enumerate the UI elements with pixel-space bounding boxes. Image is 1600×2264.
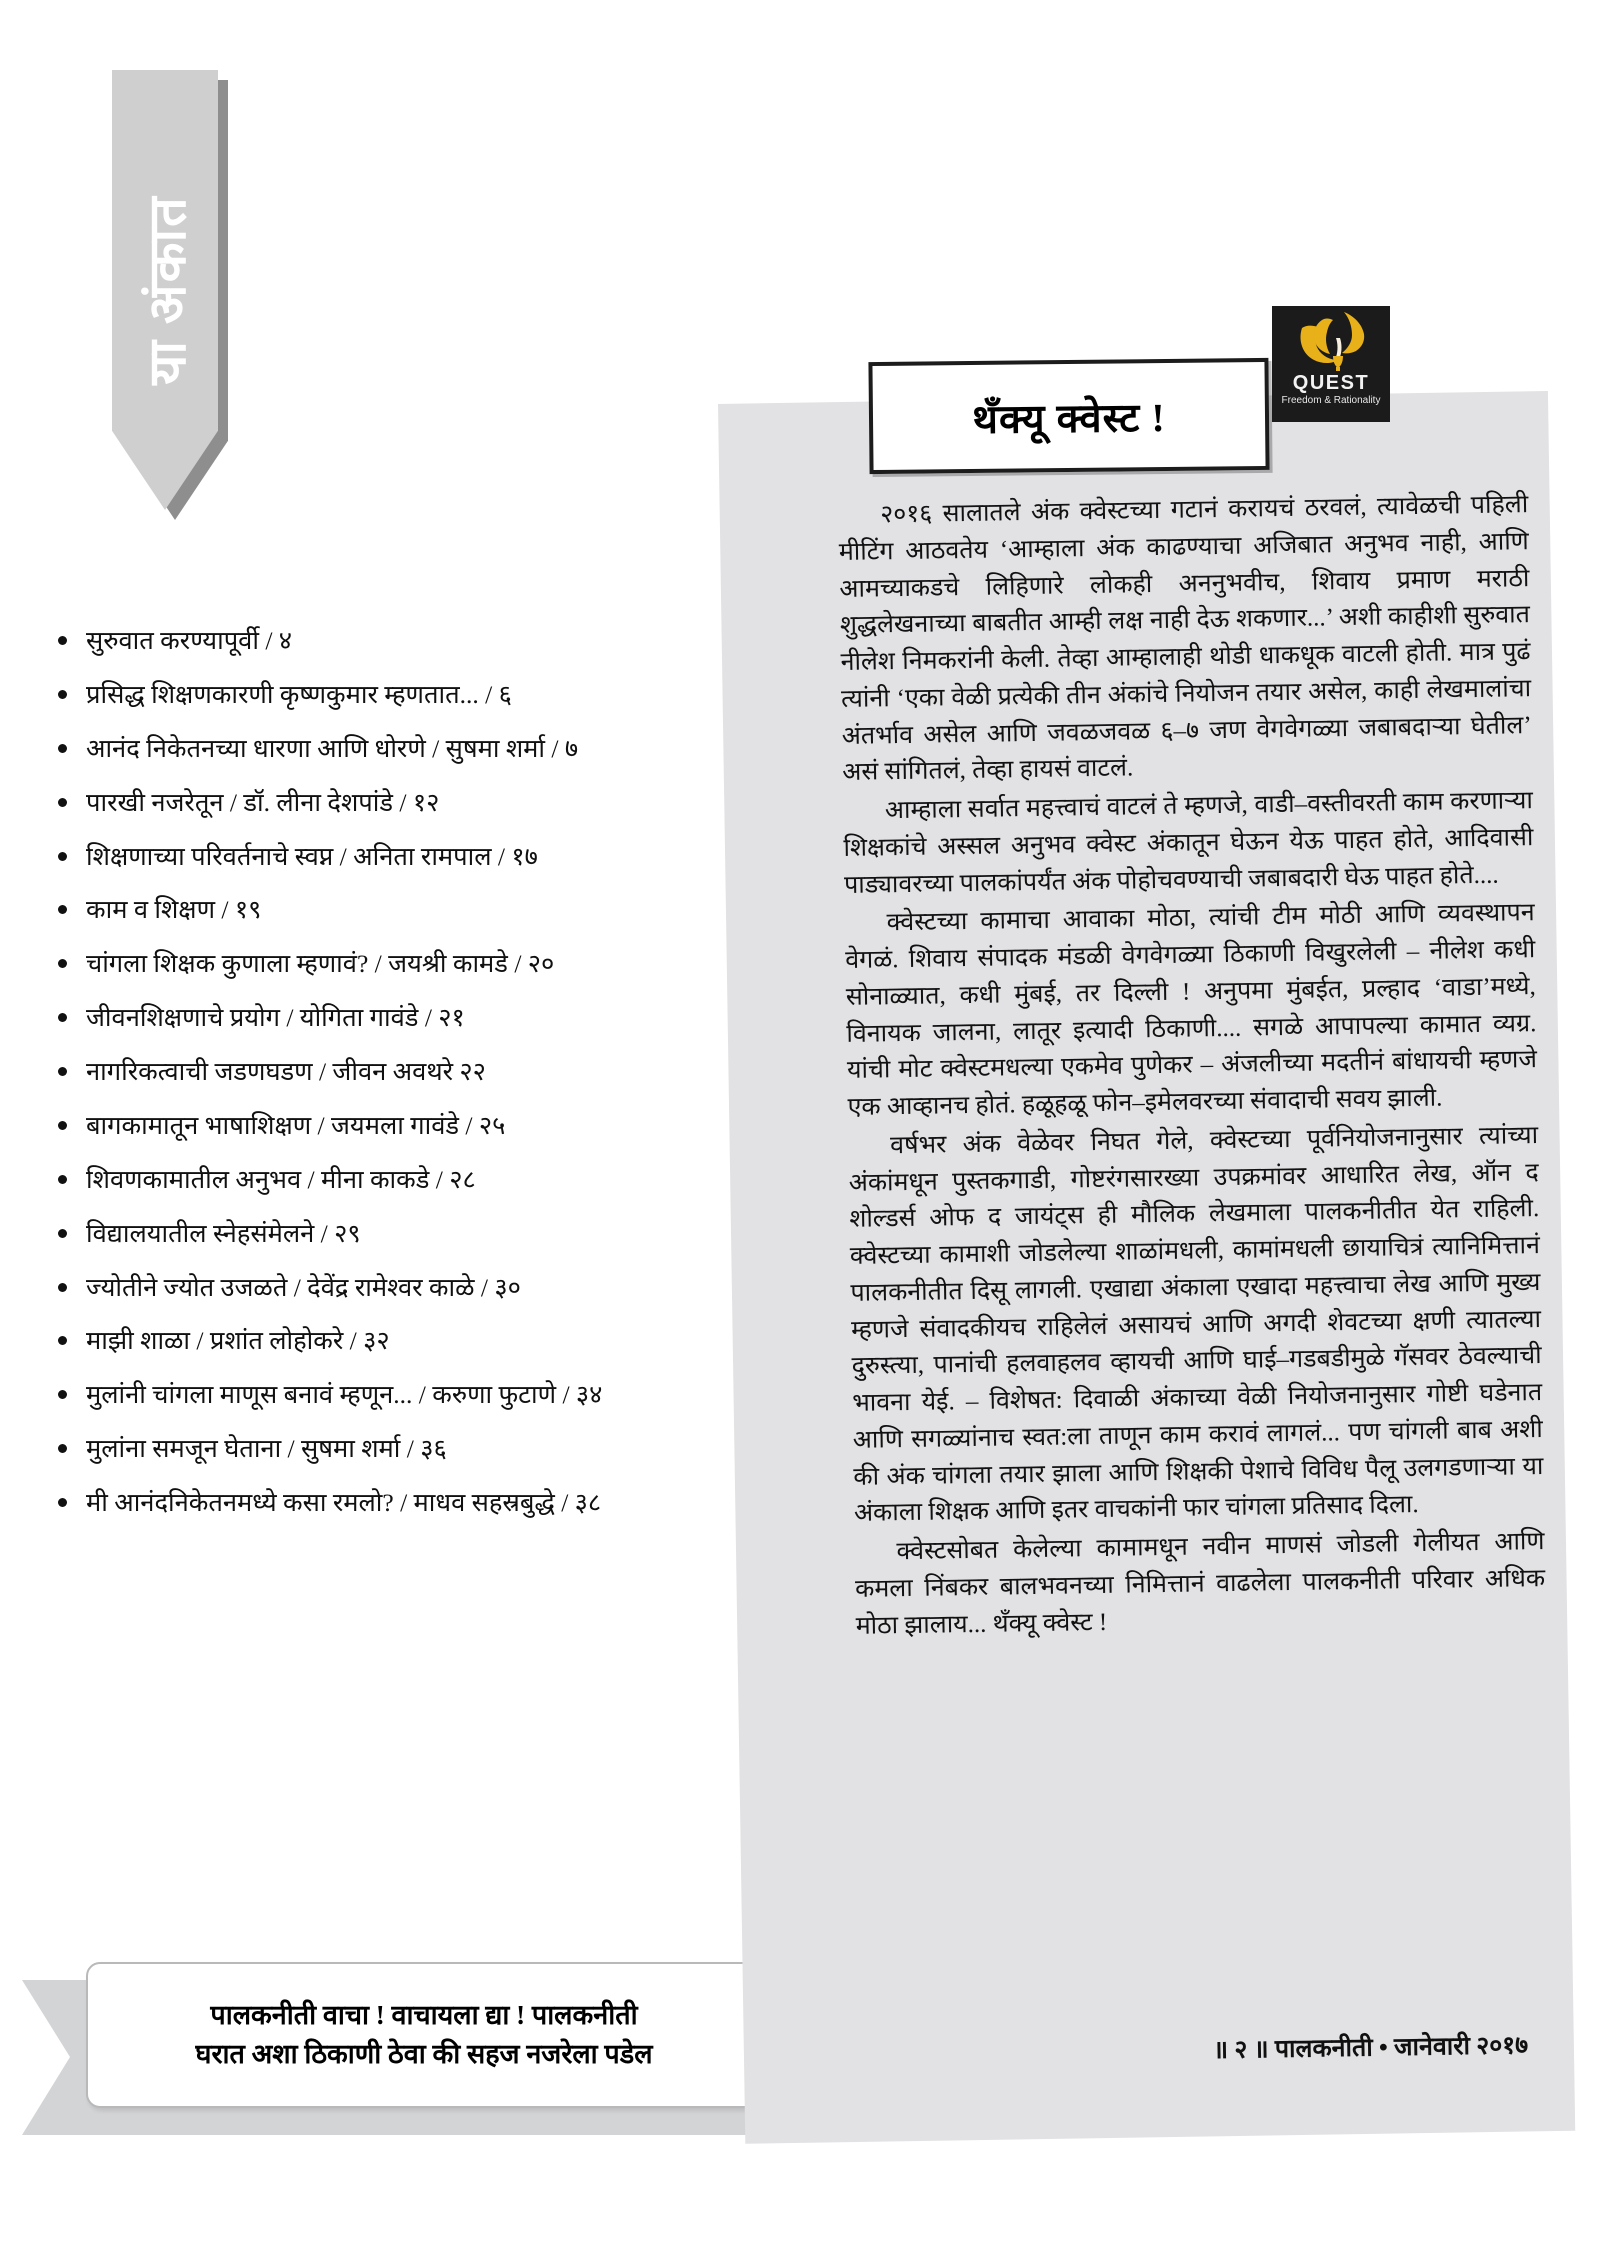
toc-entry-text: आनंद निकेतनच्या धारणा आणि धोरणे / सुषमा शर्मा / ७: [86, 733, 579, 763]
toc-entry-text: विद्यालयातील स्नेहसंमेलने / २९: [86, 1218, 361, 1248]
quest-logo-name: QUEST: [1292, 372, 1370, 394]
toc-entry-text: ज्योतीने ज्योत उजळते / देवेंद्र रामेश्वर काळे / ३०: [86, 1272, 521, 1302]
promo-line-2: घरात अशा ठिकाणी ठेवा की सहज नजरेला पडेल: [195, 2039, 653, 2069]
list-item[interactable]: [52, 1487, 742, 1519]
bullet-icon: [58, 1283, 67, 1292]
bullet-icon: [58, 1121, 67, 1130]
promo-line-1: पालकनीती वाचा ! वाचायला द्या ! पालकनीती: [210, 1999, 638, 2030]
left-column: [0, 0, 760, 2264]
toc-entry-text: मुलांनी चांगला माणूस बनावं म्हणून... / करुणा फुटाणे / ३४: [86, 1380, 603, 1410]
toc-entry-text: सुरुवात करण्यापूर्वी / ४: [86, 626, 293, 655]
bird-flame-icon: [1292, 310, 1370, 372]
article-paragraph: वर्षभर अंक वेळेवर निघत गेले, क्वेस्टच्या पूर्वनियोजनानुसार त्यांच्या अंकांमधून पुस्तकगाडी, गोष्टरंगसारख्या उपक्रमांवर आधारित लेख, ऑन द शोल्डर्स ओफ द जायंट्स ही मौलिक लेखमाला पालकनीतीत येत राहिली. क्वेस्टच्या कामाशी जोडलेल्या शाळांमधली, कामांमधली छायाचित्रं त्यानिमित्तानं पालकनीतीत दिसू लागली. एखाद्या अंकाला एखादा महत्त्वाचा लेख आणि मुख्य म्हणजे संवादकीयच राहिलेलं असायचं आणि अगदी शेवटच्या क्षणी त्यातल्या दुरुस्त्या, पानांची हलवाहलव व्हायची आणि घाई–गडबडीमुळे गॅसवर ठेवल्याची भावना येई. – विशेषत: दिवाळी अंकाच्या वेळी नियोजनानुसार गोष्टी घडेनात आणि सगळ्यांनाच स्वत:ला ताणून काम करावं लागलं... पण चांगली बाब अशी की अंक चांगला तयार झाला आणि शिक्षकी पेशाचे विविध पैलू उलगडणाऱ्या या अंकाला शिक्षक आणि इतर वाचकांनी फार चांगला प्रतिसाद दिला.: [848, 1121, 1544, 1528]
toc-entry-text: बागकामातून भाषाशिक्षण / जयमला गावंडे / २५: [86, 1110, 506, 1140]
list-item[interactable]: [52, 841, 742, 873]
bullet-icon: [58, 690, 67, 699]
bullet-icon: [58, 959, 67, 968]
toc-entry-text: माझी शाळा / प्रशांत लोहोकरे / ३२: [86, 1326, 390, 1356]
list-item[interactable]: [52, 679, 742, 711]
list-item[interactable]: [52, 1056, 742, 1088]
article-paragraph: आम्हाला सर्वात महत्त्वाचं वाटलं ते म्हणजे, वाडी–वस्तीवरती काम करणाऱ्या शिक्षकांचे अस्सल अनुभव क्वेस्ट अंकातून घेऊन येऊ पाहत होते, आदिवासी पाड्यावरच्या पालकांपर्यंत अंक पोहोचवण्याची जबाबदारी घेऊ पाहत होते....: [843, 787, 1534, 899]
list-item[interactable]: [52, 1325, 742, 1357]
article-paragraph: क्वेस्टच्या कामाचा आवाका मोठा, त्यांची टीम मोठी आणि व्यवस्थापन वेगळं. शिवाय संपादक मंडळी वेगवेगळ्या ठिकाणी विखुरलेली – नीलेश कधी सोनाळ्यात, कधी मुंबई, तर दिल्ली ! अनुपमा मुंबईत, प्रल्हाद ‘वाडा’मध्ये, विनायक जालना, लातूर इत्यादी ठिकाणी.... सगळे आपापल्या कामात व्यग्र. यांची मोट क्वेस्टमधल्या एकमेव पुणेकर – अंजलीच्या मदतीनं बांधायची म्हणजे एक आव्हानच होतं. हळूहळू फोन–इमेलवरच्या संवादाची सवय झाली.: [845, 899, 1538, 1121]
toc-entry-text: शिक्षणाच्या परिवर्तनाचे स्वप्न / अनिता रामपाल / १७: [86, 841, 538, 871]
list-item[interactable]: [52, 1272, 742, 1304]
toc-entry-text: मी आनंदनिकेतनमध्ये कसा रमलो? / माधव सहस्रबुद्धे / ३८: [86, 1488, 602, 1517]
toc-entry-text: नागरिकत्वाची जडणघडण / जीवन अवथरे २२: [86, 1057, 486, 1086]
bullet-icon: [58, 905, 67, 914]
quest-logo: [1272, 306, 1390, 422]
bullet-icon: [58, 1067, 67, 1076]
toc-entry-text: काम व शिक्षण / १९: [86, 895, 262, 925]
promo-banner: [22, 1962, 774, 2138]
bullet-icon: [58, 798, 67, 807]
bullet-icon: [58, 1229, 67, 1238]
list-item[interactable]: [52, 1110, 742, 1142]
list-item[interactable]: [52, 1218, 742, 1250]
quest-logo-tagline: Freedom & Rationality: [1281, 395, 1381, 406]
toc-entry-text: जीवनशिक्षणाचे प्रयोग / योगिता गावंडे / २१: [86, 1003, 465, 1033]
list-item[interactable]: [52, 1002, 742, 1034]
list-item[interactable]: [52, 733, 742, 765]
bullet-icon: [58, 1390, 67, 1399]
toc-entry-text: पारखी नजरेतून / डॉ. लीना देशपांडे / १२: [86, 787, 440, 817]
list-item[interactable]: [52, 1433, 742, 1465]
list-item[interactable]: [52, 625, 742, 657]
article-paragraph: क्वेस्टसोबत केलेल्या कामामधून नवीन माणसं जोडली गेलीयत आणि कमला निंबकर बालभवनच्या निमित्तानं वाढलेला पालकनीती परिवार अधिक मोठा झालाय... थँक्यू क्वेस्ट !: [854, 1528, 1546, 1640]
bookmark-ribbon-label: या अंकात: [139, 195, 197, 385]
bullet-icon: [58, 1498, 67, 1507]
bullet-icon: [58, 1336, 67, 1345]
toc-entry-text: प्रसिद्ध शिक्षणकारणी कृष्णकुमार म्हणतात... / ६: [86, 679, 512, 709]
bullet-icon: [58, 636, 67, 645]
bullet-icon: [58, 852, 67, 861]
bullet-icon: [58, 1444, 67, 1453]
toc-entry-text: शिवणकामातील अनुभव / मीना काकडे / २८: [86, 1164, 476, 1194]
article-body: [838, 487, 1546, 1647]
article-headline-box: [868, 358, 1269, 474]
bullet-icon: [58, 1175, 67, 1184]
list-item[interactable]: [52, 1379, 742, 1411]
table-of-contents: [52, 625, 742, 1541]
list-item[interactable]: [52, 1164, 742, 1196]
toc-entry-text: चांगला शिक्षक कुणाला म्हणावं? / जयश्री कामडे / २०: [86, 949, 555, 979]
page-title: थँक्यू क्वेस्ट !: [972, 394, 1166, 442]
list-item[interactable]: [52, 948, 742, 980]
article-paragraph: २०१६ सालातले अंक क्वेस्टच्या गटानं करायचं ठरवलं, त्यावेळची पहिली मीटिंग आठवतेय ‘आम्हाला अंक काढण्याचा अजिबात अनुभव नाही, आणि आमच्याकडचे लिहिणारे लोकही अननुभवीच, शिवाय प्रमाण मराठी शुद्धलेखनाच्या बाबतीत आम्ही लक्ष नाही देऊ शकणार...’ अशी काहीशी सुरुवात नीलेश निमकरांनी केली. तेव्हा आम्हालाही थोडी धाकधूक वाटली होती. मात्र पुढं त्यांनी ‘एका वेळी प्रत्येकी तीन अंकांचे नियोजन तयार असेल, काही लेखमालांचा अंतर्भाव असेल आणि जवळजवळ ६–७ जण वेगवेगळ्या जबाबदाऱ्या घेतील’ असं सांगितलं, तेव्हा हायसं वाटलं.: [838, 491, 1532, 787]
toc-entry-text: मुलांना समजून घेताना / सुषमा शर्मा / ३६: [86, 1434, 447, 1464]
list-item[interactable]: [52, 787, 742, 819]
bullet-icon: [58, 1013, 67, 1022]
bookmark-ribbon: [112, 70, 218, 510]
footer-text: ॥ २ ॥ पालकनीती • जानेवारी २०१७: [1212, 2032, 1529, 2065]
promo-box: [86, 1962, 762, 2108]
list-item[interactable]: [52, 894, 742, 926]
bullet-icon: [58, 744, 67, 753]
